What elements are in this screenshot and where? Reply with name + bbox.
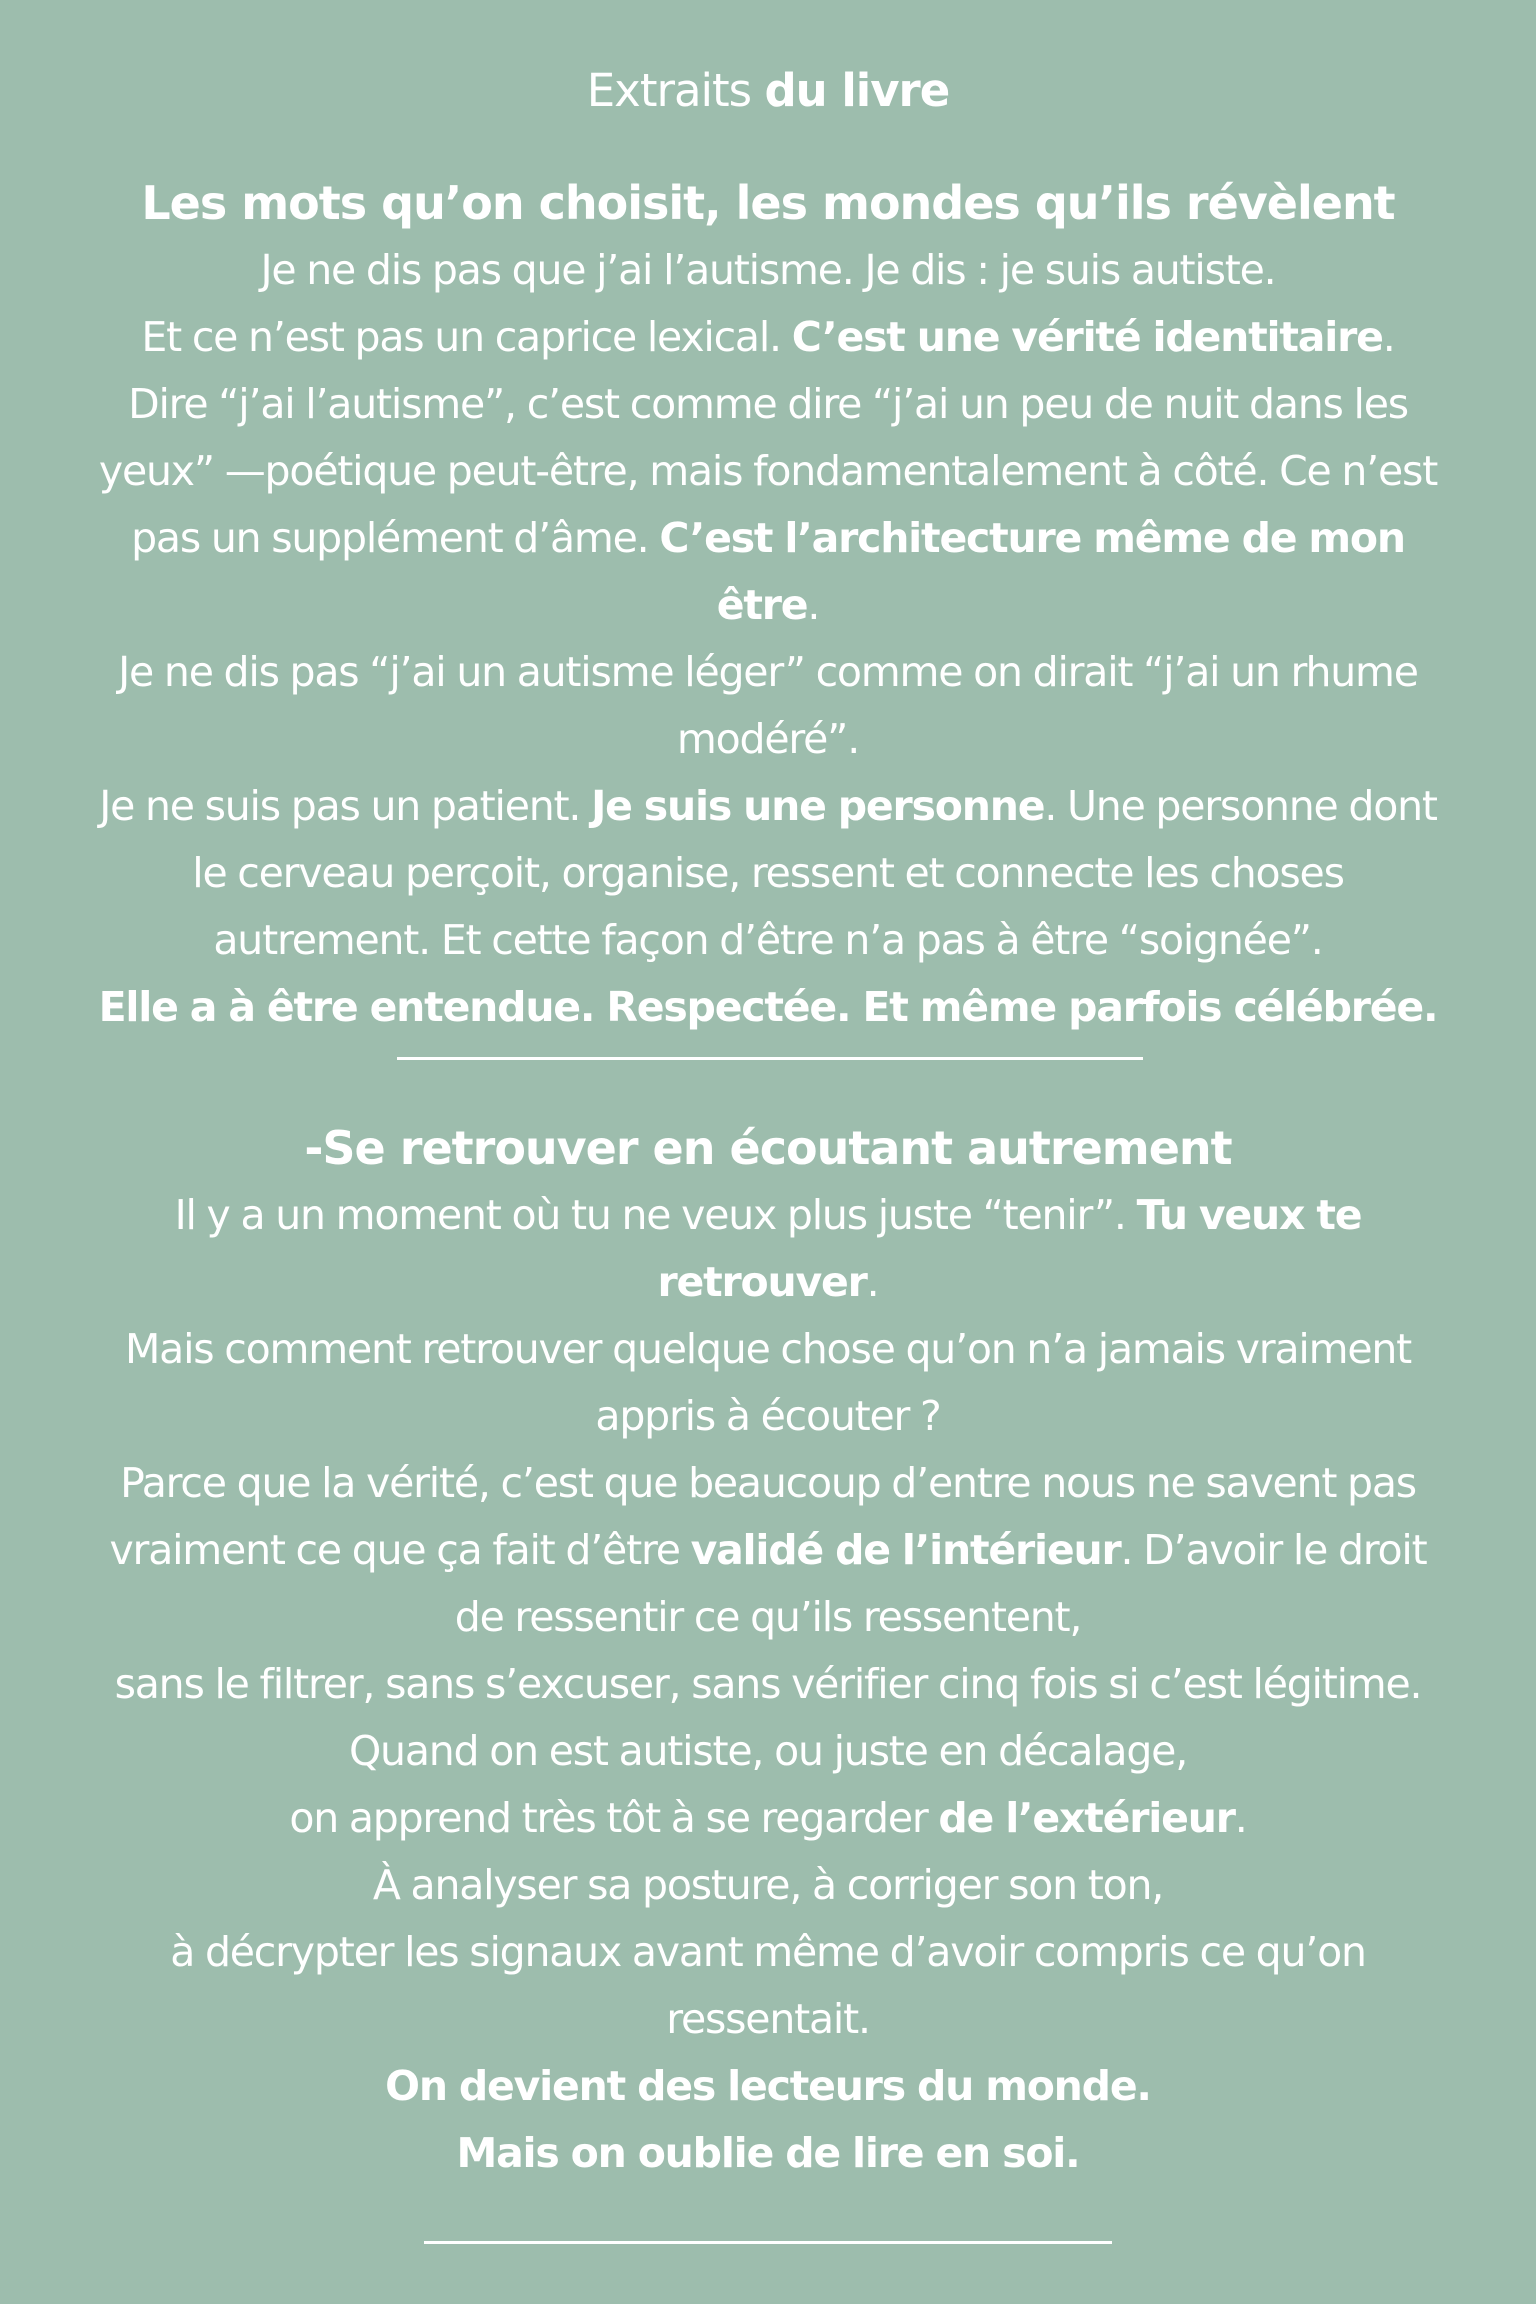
text-line [0, 1785, 1536, 1852]
text-line [0, 438, 1536, 505]
emphasis-text: On devient des lecteurs du monde. [385, 2062, 1151, 2110]
body-text: yeux” —poétique peut-être, mais fondamentalement à côté. Ce n’est [98, 447, 1438, 495]
section-words-worlds [0, 170, 1536, 1041]
text-line [0, 371, 1536, 438]
text-line [0, 1651, 1536, 1718]
text-line [0, 1584, 1536, 1651]
text-line [0, 773, 1536, 840]
text-line [0, 505, 1536, 572]
title-light: Extraits [586, 64, 765, 117]
emphasis-text: C’est l’architecture même de mon [659, 514, 1405, 562]
text-line [0, 572, 1536, 639]
emphasis-text: Mais on oublie de lire en soi. [456, 2129, 1080, 2177]
body-text: . [807, 581, 820, 629]
section-listening [0, 1115, 1536, 2187]
body-text: . [866, 1258, 879, 1306]
body-text: . [1382, 313, 1395, 361]
body-text: ressentait. [666, 1995, 870, 2043]
section-body [0, 237, 1536, 1041]
text-line [0, 1450, 1536, 1517]
text-line [0, 304, 1536, 371]
section-heading: -Se retrouver en écoutant autrement [304, 1121, 1232, 1175]
text-line [0, 1383, 1536, 1450]
body-text: . Une personne dont [1044, 782, 1437, 830]
text-line [0, 237, 1536, 304]
body-text: vraiment ce que ça fait d’être [109, 1526, 691, 1574]
text-line [0, 1852, 1536, 1919]
emphasis-text: de l’extérieur [938, 1794, 1235, 1842]
body-text: Quand on est autiste, ou juste en décalage, [348, 1727, 1188, 1775]
emphasis-text: Tu veux te [1136, 1191, 1362, 1239]
body-text: . D’avoir le droit [1120, 1526, 1427, 1574]
text-line [0, 974, 1536, 1041]
body-text: À analyser sa posture, à corriger son ton, [372, 1861, 1164, 1909]
body-text: à décrypter les signaux avant même d’avoir compris ce qu’on [170, 1928, 1366, 1976]
text-line [0, 1718, 1536, 1785]
body-text: sans le filtrer, sans s’excuser, sans vérifier cinq fois si c’est légitime. [114, 1660, 1422, 1708]
text-line [0, 840, 1536, 907]
body-text: autrement. Et cette façon d’être n’a pas à être “soignée”. [213, 916, 1323, 964]
text-line [0, 1249, 1536, 1316]
body-text: Mais comment retrouver quelque chose qu’on n’a jamais vraiment [124, 1325, 1412, 1373]
body-text: appris à écouter ? [595, 1392, 941, 1440]
section-heading: Les mots qu’on choisit, les mondes qu’ils révèlent [141, 176, 1395, 230]
body-text: Parce que la vérité, c’est que beaucoup d’entre nous ne savent pas [120, 1459, 1416, 1507]
body-text: Dire “j’ai l’autisme”, c’est comme dire “j’ai un peu de nuit dans les [128, 380, 1408, 428]
emphasis-text: Je suis une personne [591, 782, 1045, 830]
emphasis-text: être [716, 581, 808, 629]
emphasis-text: validé de l’intérieur [690, 1526, 1121, 1574]
body-text: le cerveau perçoit, organise, ressent et connecte les choses [192, 849, 1344, 897]
text-line [0, 1517, 1536, 1584]
body-text: Il y a un moment où tu ne veux plus juste “tenir”. [174, 1191, 1137, 1239]
text-line [0, 639, 1536, 706]
section-divider [397, 1057, 1143, 1060]
body-text: . [1234, 1794, 1247, 1842]
body-text: Je ne suis pas un patient. [99, 782, 592, 830]
page-title [0, 64, 1536, 117]
text-line [0, 907, 1536, 974]
text-line [0, 2120, 1536, 2187]
emphasis-text: retrouver [657, 1258, 867, 1306]
title-bold: du livre [764, 64, 950, 117]
body-text: pas un supplément d’âme. [131, 514, 660, 562]
body-text: on apprend très tôt à se regarder [289, 1794, 939, 1842]
text-line [0, 1986, 1536, 2053]
emphasis-text: Elle a à être entendue. Respectée. Et même parfois célébrée. [98, 983, 1438, 1031]
body-text: de ressentir ce qu’ils ressentent, [454, 1593, 1082, 1641]
text-line [0, 1182, 1536, 1249]
body-text: modéré”. [676, 715, 860, 763]
body-text: Et ce n’est pas un caprice lexical. [141, 313, 792, 361]
text-line [0, 1919, 1536, 1986]
text-line [0, 2053, 1536, 2120]
text-line [0, 706, 1536, 773]
body-text: Je ne dis pas “j’ai un autisme léger” comme on dirait “j’ai un rhume [118, 648, 1418, 696]
section-body [0, 1182, 1536, 2187]
text-line [0, 1316, 1536, 1383]
emphasis-text: C’est une vérité identitaire [791, 313, 1383, 361]
section-divider [424, 2241, 1112, 2244]
body-text: Je ne dis pas que j’ai l’autisme. Je dis : je suis autiste. [260, 246, 1276, 294]
